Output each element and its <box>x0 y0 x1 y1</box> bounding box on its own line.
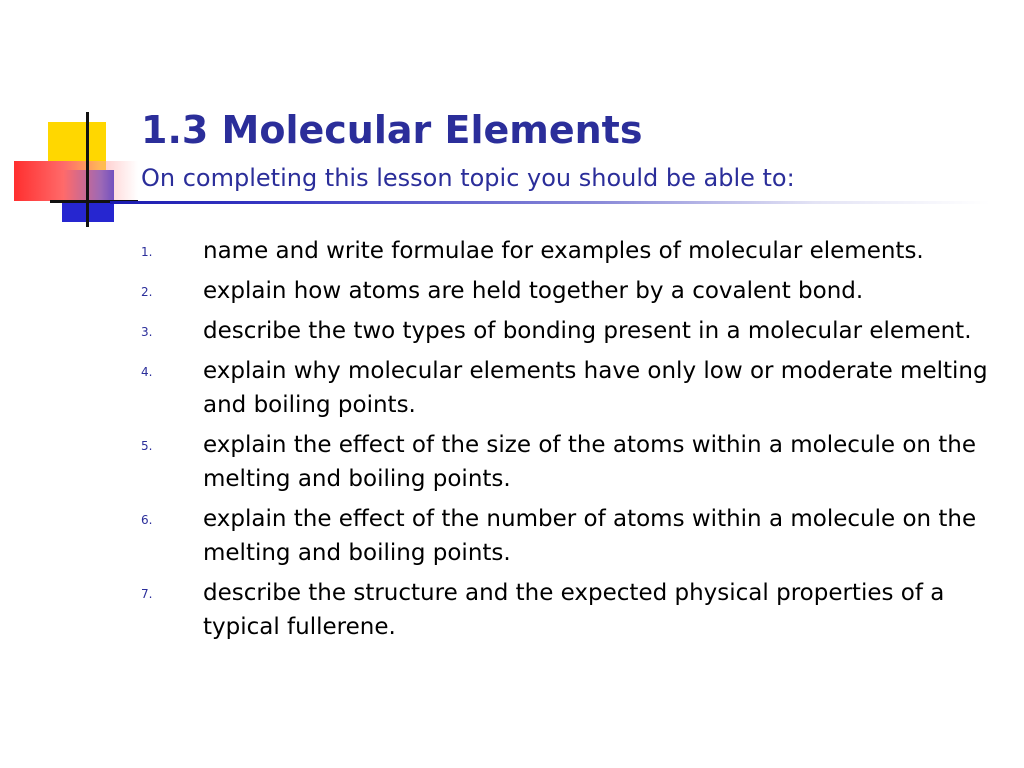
objectives-list <box>141 234 1001 650</box>
list-item-text: name and write formulae for examples of molecular elements. <box>203 238 924 264</box>
list-item-text: explain why molecular elements have only low or moderate melting and boiling points. <box>203 358 988 418</box>
list-item-text: describe the structure and the expected physical properties of a typical fullerene. <box>203 580 945 640</box>
list-item-number: 4. <box>141 365 153 379</box>
list-item-text: explain how atoms are held together by a covalent bond. <box>203 278 864 304</box>
list-item-text: describe the two types of bonding present in a molecular element. <box>203 318 972 344</box>
list-item-text: explain the effect of the size of the atoms within a molecule on the melting and boiling points. <box>203 432 977 492</box>
list-item-number: 2. <box>141 285 153 299</box>
list-item <box>141 576 1001 644</box>
list-item <box>141 234 1001 268</box>
list-item-number: 5. <box>141 439 153 453</box>
list-item-number: 1. <box>141 245 153 259</box>
list-item <box>141 428 1001 496</box>
list-item-number: 7. <box>141 587 153 601</box>
list-item <box>141 274 1001 308</box>
decorative-vertical-line <box>86 112 89 227</box>
list-item <box>141 314 1001 348</box>
list-item-number: 3. <box>141 325 153 339</box>
slide-title: 1.3 Molecular Elements <box>141 108 643 152</box>
slide-subtitle: On completing this lesson topic you should be able to: <box>141 164 795 192</box>
list-item <box>141 354 1001 422</box>
list-item-text: explain the effect of the number of atoms within a molecule on the melting and boiling points. <box>203 506 977 566</box>
list-item <box>141 502 1001 570</box>
title-underline-rule <box>110 201 990 204</box>
list-item-number: 6. <box>141 513 153 527</box>
decorative-red-bar <box>14 161 138 201</box>
